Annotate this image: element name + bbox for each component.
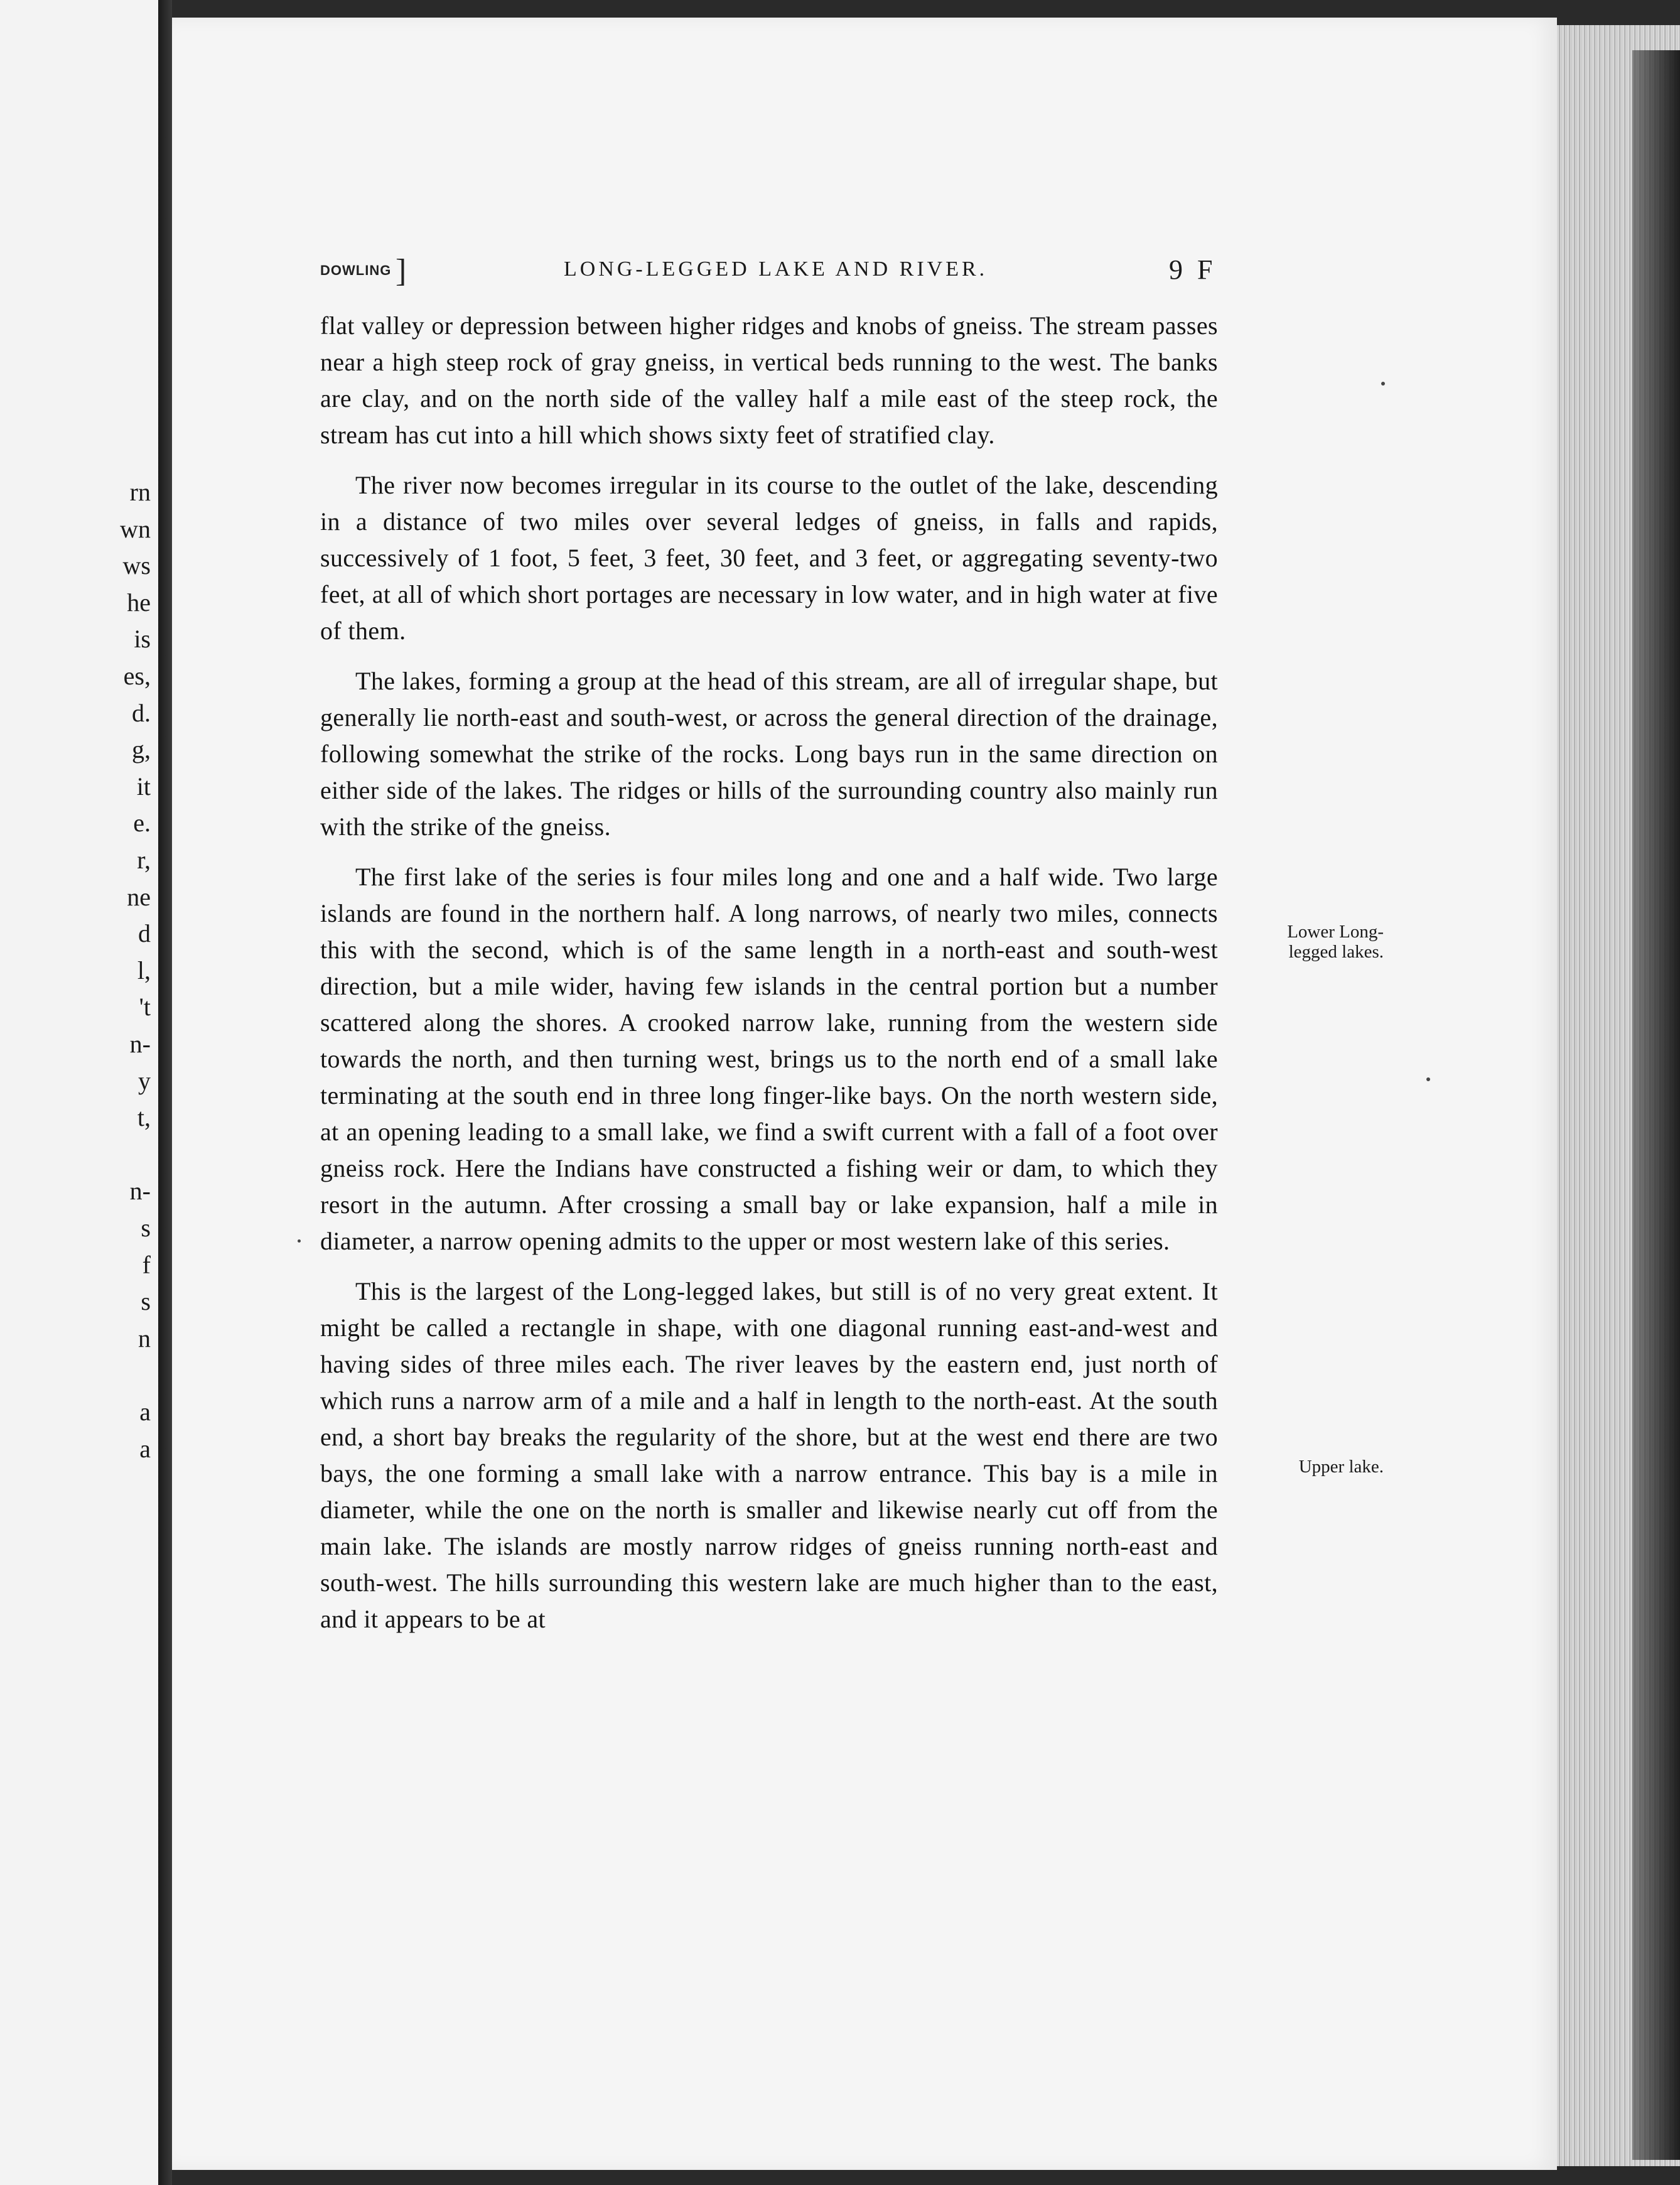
- paragraph-1: flat valley or depression between higher ridges and knobs of gneiss. The stream passes near a high steep rock of gray gneiss, in vertical beds running to the west. The banks are clay, and on the north side of the valley half a mile east of the steep rock, the stream has cut into a hill which shows sixty feet of stratified clay.: [320, 311, 1218, 449]
- facing-page-fragment: is: [134, 625, 151, 653]
- sidenote-lower-lakes: [1227, 922, 1384, 962]
- facing-page-fragment: e.: [133, 809, 151, 837]
- facing-page-fragment: r,: [137, 846, 151, 874]
- facing-page-fragment: ne: [127, 883, 151, 911]
- facing-page-fragment: a: [139, 1435, 151, 1463]
- facing-page-fragment: d: [138, 919, 151, 947]
- paragraph-3: The lakes, forming a group at the head of this stream, are all of irregular shape, but generally lie north-east and south-west, or across the general direction of the drainage, following somewhat the strike of the rocks. Long bays run in the same direction on either side of the lakes. The ridges or hills of the surrounding country also mainly run with the strike of the gneiss.: [320, 667, 1218, 841]
- sidenote-lower-line-2: legged lakes.: [1288, 942, 1384, 962]
- facing-page: [0, 0, 158, 2185]
- paragraph-2: The river now becomes irregular in its course to the outlet of the lake, descending in a distance of two miles over several ledges of gneiss, in falls and rapids, successively of 1 foot, 5 feet, 3 feet, 30 feet, and 3 feet, or aggregating seventy-two feet, at all of which short portages are necessary in low water, and in high water at five of them.: [320, 471, 1218, 645]
- running-head-author: DOWLING: [320, 262, 392, 278]
- facing-page-fragment: t,: [137, 1103, 151, 1131]
- scan-speck: [1381, 382, 1385, 386]
- facing-page-fragment: n-: [129, 1177, 151, 1205]
- paragraph-4: The first lake of the series is four miles long and one and a half wide. Two large islands are found in the northern half. A long narrows, of nearly two miles, connects this with the second, which is of the same length in a north-east and south-west direction, but a mile wider, having few islands in the central portion but a number scattered along the shores. A crooked narrow lake, running from the western side towards the north, and then turning west, brings us to the north end of a small lake terminating at the south end in three long finger-like bays. On the north western side, at an opening leading to a small lake, we find a swift current with a fall of a foot over gneiss rock. Here the Indians have constructed a fishing weir or dam, to which they resort in the autumn. After crossing a small bay or lake expansion, half a mile in diameter, a narrow opening admits to the upper or most western lake of this series.: [320, 863, 1218, 1255]
- running-head-title: LONG-LEGGED LAKE AND RIVER.: [564, 257, 988, 281]
- scan-speck: [298, 1239, 301, 1243]
- facing-page-fragment: s: [141, 1287, 151, 1315]
- sidenote-lower-line-1: Lower Long-: [1287, 922, 1384, 942]
- facing-page-fragment: he: [127, 588, 151, 617]
- book-page: [172, 18, 1557, 2170]
- facing-page-fragment: es,: [123, 662, 151, 690]
- body-text: [320, 308, 1218, 1651]
- sidenote-upper-lake: [1227, 1457, 1384, 1477]
- facing-page-fragment: n: [138, 1324, 151, 1352]
- sidenote-upper-line-1: Upper lake.: [1298, 1457, 1384, 1477]
- paragraph-5: This is the largest of the Long-legged lakes, but still is of no very great extent. It might be called a rectangle in shape, with one diagonal running east-and-west and having sides of three miles each. The river leaves by the eastern end, just north of which runs a narrow arm of a mile and a half in length to the north-east. At the south end, a short bay breaks the regularity of the shore, but at the west end there are two bays, the one forming a small lake with a narrow entrance. This bay is a mile in diameter, while the one on the north is smaller and likewise nearly cut off from the main lake. The islands are mostly narrow ridges of gneiss running north-east and south-west. The hills surrounding this western lake are much higher than to the east, and it appears to be at: [320, 1277, 1218, 1633]
- facing-page-fragment: rn: [129, 478, 151, 506]
- facing-page-fragment: wn: [120, 515, 151, 543]
- facing-page-fragment: l,: [137, 956, 151, 985]
- facing-page-fragment: y: [138, 1067, 151, 1095]
- facing-page-fragment: g,: [132, 735, 151, 763]
- running-head: [172, 253, 1557, 289]
- facing-page-fragment: d.: [132, 699, 151, 727]
- scan-speck: [1426, 1077, 1430, 1081]
- running-head-bracket: ]: [396, 253, 407, 289]
- facing-page-fragment: 't: [139, 993, 151, 1021]
- facing-page-fragment: it: [136, 772, 151, 801]
- facing-page-fragment: n-: [129, 1030, 151, 1058]
- facing-page-fragment: a: [139, 1398, 151, 1426]
- facing-page-fragment: ws: [122, 551, 151, 580]
- page-number: 9 F: [1169, 254, 1217, 285]
- book-gutter: [158, 0, 172, 2185]
- page-edges-shadow: [1632, 50, 1680, 2160]
- facing-page-fragment: s: [141, 1214, 151, 1242]
- facing-page-fragment: f: [142, 1251, 151, 1279]
